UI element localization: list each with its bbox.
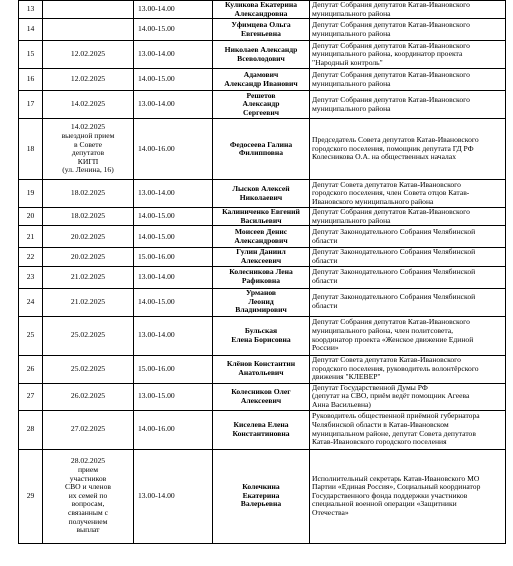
reception-time-cell bbox=[134, 226, 213, 248]
reception-date-cell bbox=[43, 449, 134, 543]
deputy-position: Депутат Собрания депутатов Катав-Ивановского муниципального района bbox=[312, 0, 470, 18]
table-row bbox=[19, 248, 506, 266]
table-row bbox=[19, 288, 506, 316]
deputy-name-cell bbox=[213, 226, 310, 248]
deputy-name: Адамович Александр Иванович bbox=[224, 70, 298, 88]
deputy-name: Лысков Алексей Николаевич bbox=[232, 184, 290, 202]
deputy-position: Депутат Законодательного Собрания Челябинской области bbox=[312, 292, 476, 311]
table-row bbox=[19, 69, 506, 91]
reception-time: 14.00-15.00 bbox=[138, 296, 175, 306]
deputy-position: Исполнительный секретарь Катав-Ивановского МО Партии «Единая Россия», Социальный координатор Государственного фонда поддержки участников специальной военной операции «Защитники Отечества» bbox=[312, 473, 481, 517]
table-row bbox=[19, 1, 506, 19]
deputy-position: Депутат Законодательного Собрания Челябинской области bbox=[312, 267, 476, 286]
reception-date-cell bbox=[43, 208, 134, 226]
reception-date: 27.02.2025 bbox=[70, 424, 106, 434]
table-row bbox=[19, 41, 506, 69]
row-number: 14 bbox=[26, 24, 35, 34]
reception-time-cell bbox=[134, 119, 213, 180]
row-number-cell bbox=[19, 449, 43, 543]
reception-date: 18.02.2025 bbox=[70, 188, 106, 198]
deputy-name-cell bbox=[213, 288, 310, 316]
deputy-position-cell bbox=[310, 208, 506, 226]
row-number-cell bbox=[19, 355, 43, 383]
deputy-name: Федосеева Галина Филипповна bbox=[229, 139, 293, 158]
deputy-position: Депутат Совета депутатов Катав-Ивановского городского поселения, член Совета отцов Катав- Ивановского муниципального района bbox=[312, 179, 470, 206]
deputy-name: Моисеев Денис Александрович bbox=[234, 227, 288, 245]
deputy-name-cell bbox=[213, 180, 310, 208]
deputy-name-cell bbox=[213, 41, 310, 69]
table-row bbox=[19, 410, 506, 449]
deputy-name-cell bbox=[213, 355, 310, 383]
deputy-name-cell bbox=[213, 19, 310, 41]
deputy-position: Депутат Собрания депутатов Катав-Ивановского муниципального района, координатор проекта "Народный контроль" bbox=[312, 40, 470, 67]
reception-time-cell bbox=[134, 180, 213, 208]
table-row bbox=[19, 19, 506, 41]
deputy-position-cell bbox=[310, 316, 506, 355]
row-number: 21 bbox=[26, 231, 35, 241]
table-row bbox=[19, 266, 506, 288]
deputy-position: Депутат Совета депутатов Катав-Ивановского городского поселения, руководитель волонтёрского движения "КЛЕВЕР" bbox=[312, 355, 479, 382]
deputy-position-cell bbox=[310, 180, 506, 208]
deputy-position: Депутат Законодательного Собрания Челябинской области bbox=[312, 247, 476, 265]
reception-date: 28.02.2025 прием участников СВО и членов их семей по вопросам, связанным с получением выплат bbox=[65, 456, 111, 535]
table-row bbox=[19, 449, 506, 543]
deputy-name-cell bbox=[213, 266, 310, 288]
reception-date-cell bbox=[43, 119, 134, 180]
reception-time-cell bbox=[134, 19, 213, 41]
deputy-position: Руководитель общественной приёмной губернатора Челябинской области в Катав-Ивановском муниципальном районе, депутат Совета депутатов Катав-Ивановского городского поселения bbox=[312, 411, 480, 447]
reception-date-cell bbox=[43, 316, 134, 355]
table-row bbox=[19, 91, 506, 119]
deputy-position-cell bbox=[310, 119, 506, 180]
reception-time: 13.00-14.00 bbox=[138, 188, 175, 198]
row-number: 24 bbox=[26, 296, 35, 306]
reception-time-cell bbox=[134, 208, 213, 226]
table-row bbox=[19, 383, 506, 410]
reception-time-cell bbox=[134, 69, 213, 91]
row-number: 25 bbox=[26, 330, 35, 340]
row-number: 23 bbox=[26, 271, 35, 281]
reception-schedule-table bbox=[18, 0, 506, 544]
deputy-name: Киселева Елена Константиновна bbox=[232, 419, 290, 438]
row-number-cell bbox=[19, 226, 43, 248]
schedule-table-body bbox=[19, 1, 506, 544]
deputy-name: Колесникова Лена Рафиковна bbox=[229, 267, 293, 286]
row-number-cell bbox=[19, 288, 43, 316]
deputy-position-cell bbox=[310, 226, 506, 248]
deputy-name-cell bbox=[213, 383, 310, 410]
reception-time: 15.00-16.00 bbox=[138, 363, 175, 373]
deputy-name: Колечкина Екатерина Валерьевна bbox=[240, 482, 282, 509]
reception-date-cell bbox=[43, 226, 134, 248]
deputy-position-cell bbox=[310, 288, 506, 316]
deputy-name-cell bbox=[213, 316, 310, 355]
deputy-position-cell bbox=[310, 355, 506, 383]
deputy-name: Николаев Александр Всеволодович bbox=[224, 45, 298, 63]
reception-time-cell bbox=[134, 383, 213, 410]
deputy-name: Калиниченко Евгений Васильевич bbox=[222, 207, 300, 225]
row-number-cell bbox=[19, 208, 43, 226]
reception-time-cell bbox=[134, 355, 213, 383]
reception-time: 14.00-16.00 bbox=[138, 143, 175, 153]
row-number: 27 bbox=[26, 391, 35, 401]
reception-time-cell bbox=[134, 248, 213, 266]
reception-date: 20.02.2025 bbox=[70, 231, 106, 241]
deputy-name: Гулин Даниил Алексеевич bbox=[236, 247, 286, 265]
reception-date-cell bbox=[43, 41, 134, 69]
row-number-cell bbox=[19, 69, 43, 91]
reception-time-cell bbox=[134, 41, 213, 69]
deputy-name-cell bbox=[213, 91, 310, 119]
table-row bbox=[19, 180, 506, 208]
row-number: 26 bbox=[26, 363, 35, 373]
reception-time: 14.00-16.00 bbox=[138, 424, 175, 434]
deputy-position: Депутат Законодательного Собрания Челябинской области bbox=[312, 227, 476, 245]
reception-time: 13.00-14.00 bbox=[138, 4, 175, 14]
schedule-sheet bbox=[18, 0, 505, 544]
deputy-position: Депутат Собрания депутатов Катав-Ивановского муниципального района bbox=[312, 70, 470, 88]
row-number-cell bbox=[19, 180, 43, 208]
deputy-name: Бульская Елена Борисовна bbox=[231, 325, 291, 344]
row-number-cell bbox=[19, 316, 43, 355]
deputy-position: Депутат Собрания депутатов Катав-Ивановского муниципального района bbox=[312, 207, 470, 225]
reception-date: 14.02.2025 bbox=[70, 99, 106, 109]
reception-date: 18.02.2025 bbox=[70, 211, 106, 221]
reception-time: 13.00-14.00 bbox=[138, 49, 175, 59]
row-number-cell bbox=[19, 41, 43, 69]
reception-time: 13.00-14.00 bbox=[138, 271, 175, 281]
deputy-position-cell bbox=[310, 41, 506, 69]
deputy-name: Колесников Олег Алексеевич bbox=[231, 386, 291, 405]
deputy-position-cell bbox=[310, 410, 506, 449]
reception-time-cell bbox=[134, 266, 213, 288]
row-number-cell bbox=[19, 19, 43, 41]
reception-date: 14.02.2025 выездной прием в Совете депутатов КИГП (ул. Ленина, 16) bbox=[61, 122, 115, 175]
deputy-position-cell bbox=[310, 266, 506, 288]
deputy-position: Депутат Собрания депутатов Катав-Ивановского муниципального района bbox=[312, 20, 470, 38]
reception-date-cell bbox=[43, 383, 134, 410]
row-number-cell bbox=[19, 410, 43, 449]
deputy-name-cell bbox=[213, 410, 310, 449]
deputy-position-cell bbox=[310, 383, 506, 410]
deputy-name: Куликова Екатерина Александровна bbox=[224, 0, 298, 18]
reception-date-cell bbox=[43, 19, 134, 41]
reception-time: 14.00-15.00 bbox=[138, 74, 175, 84]
reception-date: 25.02.2025 bbox=[70, 363, 106, 373]
reception-time: 14.00-15.00 bbox=[138, 24, 175, 34]
row-number: 18 bbox=[26, 143, 35, 153]
table-row bbox=[19, 119, 506, 180]
deputy-name: Решетов Александр Сергеевич bbox=[242, 90, 280, 117]
reception-date-cell bbox=[43, 69, 134, 91]
reception-date: 20.02.2025 bbox=[70, 251, 106, 261]
row-number-cell bbox=[19, 383, 43, 410]
reception-time-cell bbox=[134, 1, 213, 19]
deputy-position-cell bbox=[310, 449, 506, 543]
reception-date-cell bbox=[43, 410, 134, 449]
row-number: 20 bbox=[26, 211, 35, 221]
reception-date: 12.02.2025 bbox=[70, 74, 106, 84]
deputy-position: Председатель Совета депутатов Катав-Ивановского городского поселения, помощник депутата ГД РФ Колесникова О.А. на общественных началах bbox=[312, 135, 479, 162]
deputy-name-cell bbox=[213, 248, 310, 266]
reception-time-cell bbox=[134, 288, 213, 316]
table-row bbox=[19, 316, 506, 355]
reception-date-cell bbox=[43, 266, 134, 288]
reception-time-cell bbox=[134, 449, 213, 543]
deputy-position-cell bbox=[310, 1, 506, 19]
reception-time: 13.00-15.00 bbox=[138, 391, 175, 401]
deputy-position: Депутат Собрания депутатов Катав-Ивановского муниципального района bbox=[312, 95, 470, 113]
reception-date-cell bbox=[43, 91, 134, 119]
deputy-name-cell bbox=[213, 1, 310, 19]
row-number-cell bbox=[19, 1, 43, 19]
table-row bbox=[19, 208, 506, 226]
reception-date: 21.02.2025 bbox=[70, 296, 106, 306]
row-number: 28 bbox=[26, 424, 35, 434]
reception-time-cell bbox=[134, 410, 213, 449]
row-number-cell bbox=[19, 266, 43, 288]
row-number: 16 bbox=[26, 74, 35, 84]
row-number: 17 bbox=[26, 99, 35, 109]
reception-time: 13.00-14.00 bbox=[138, 330, 175, 340]
deputy-position: Депутат Собрания депутатов Катав-Ивановского муниципального района, член политсовета, координатор проекта «Женское движение Единой России» bbox=[312, 317, 474, 353]
reception-time: 14.00-15.00 bbox=[138, 211, 175, 221]
deputy-name: Урманов Леонид Владимирович bbox=[235, 288, 287, 315]
deputy-position-cell bbox=[310, 69, 506, 91]
reception-time: 13.00-14.00 bbox=[138, 99, 175, 109]
reception-date-cell bbox=[43, 248, 134, 266]
row-number-cell bbox=[19, 91, 43, 119]
deputy-name-cell bbox=[213, 69, 310, 91]
reception-date: 21.02.2025 bbox=[70, 271, 106, 281]
table-row bbox=[19, 226, 506, 248]
deputy-name: Уфимцева Ольга Евгеньевна bbox=[231, 20, 291, 38]
deputy-position: Депутат Государственной Думы РФ (депутат на СВО, приём ведёт помощник Агеева Анна Васильевна) bbox=[312, 383, 470, 409]
reception-time: 15.00-16.00 bbox=[138, 251, 175, 261]
deputy-position-cell bbox=[310, 91, 506, 119]
reception-date: 26.02.2025 bbox=[70, 391, 106, 401]
row-number: 15 bbox=[26, 49, 35, 59]
deputy-name-cell bbox=[213, 208, 310, 226]
deputy-name-cell bbox=[213, 449, 310, 543]
deputy-position-cell bbox=[310, 19, 506, 41]
reception-time-cell bbox=[134, 91, 213, 119]
row-number: 22 bbox=[26, 251, 35, 261]
table-row bbox=[19, 355, 506, 383]
deputy-name-cell bbox=[213, 119, 310, 180]
reception-date-cell bbox=[43, 180, 134, 208]
deputy-name: Клёнов Константин Анатольевич bbox=[226, 359, 296, 378]
reception-time-cell bbox=[134, 316, 213, 355]
reception-date: 25.02.2025 bbox=[70, 330, 106, 340]
reception-time: 14.00-15.00 bbox=[138, 231, 175, 241]
row-number: 29 bbox=[26, 490, 35, 500]
row-number: 13 bbox=[26, 4, 35, 14]
row-number-cell bbox=[19, 119, 43, 180]
row-number: 19 bbox=[26, 188, 35, 198]
reception-date-cell bbox=[43, 355, 134, 383]
reception-date-cell bbox=[43, 288, 134, 316]
reception-date: 12.02.2025 bbox=[70, 49, 106, 59]
deputy-position-cell bbox=[310, 248, 506, 266]
reception-date-cell bbox=[43, 1, 134, 19]
reception-time: 13.00-14.00 bbox=[138, 490, 175, 500]
row-number-cell bbox=[19, 248, 43, 266]
